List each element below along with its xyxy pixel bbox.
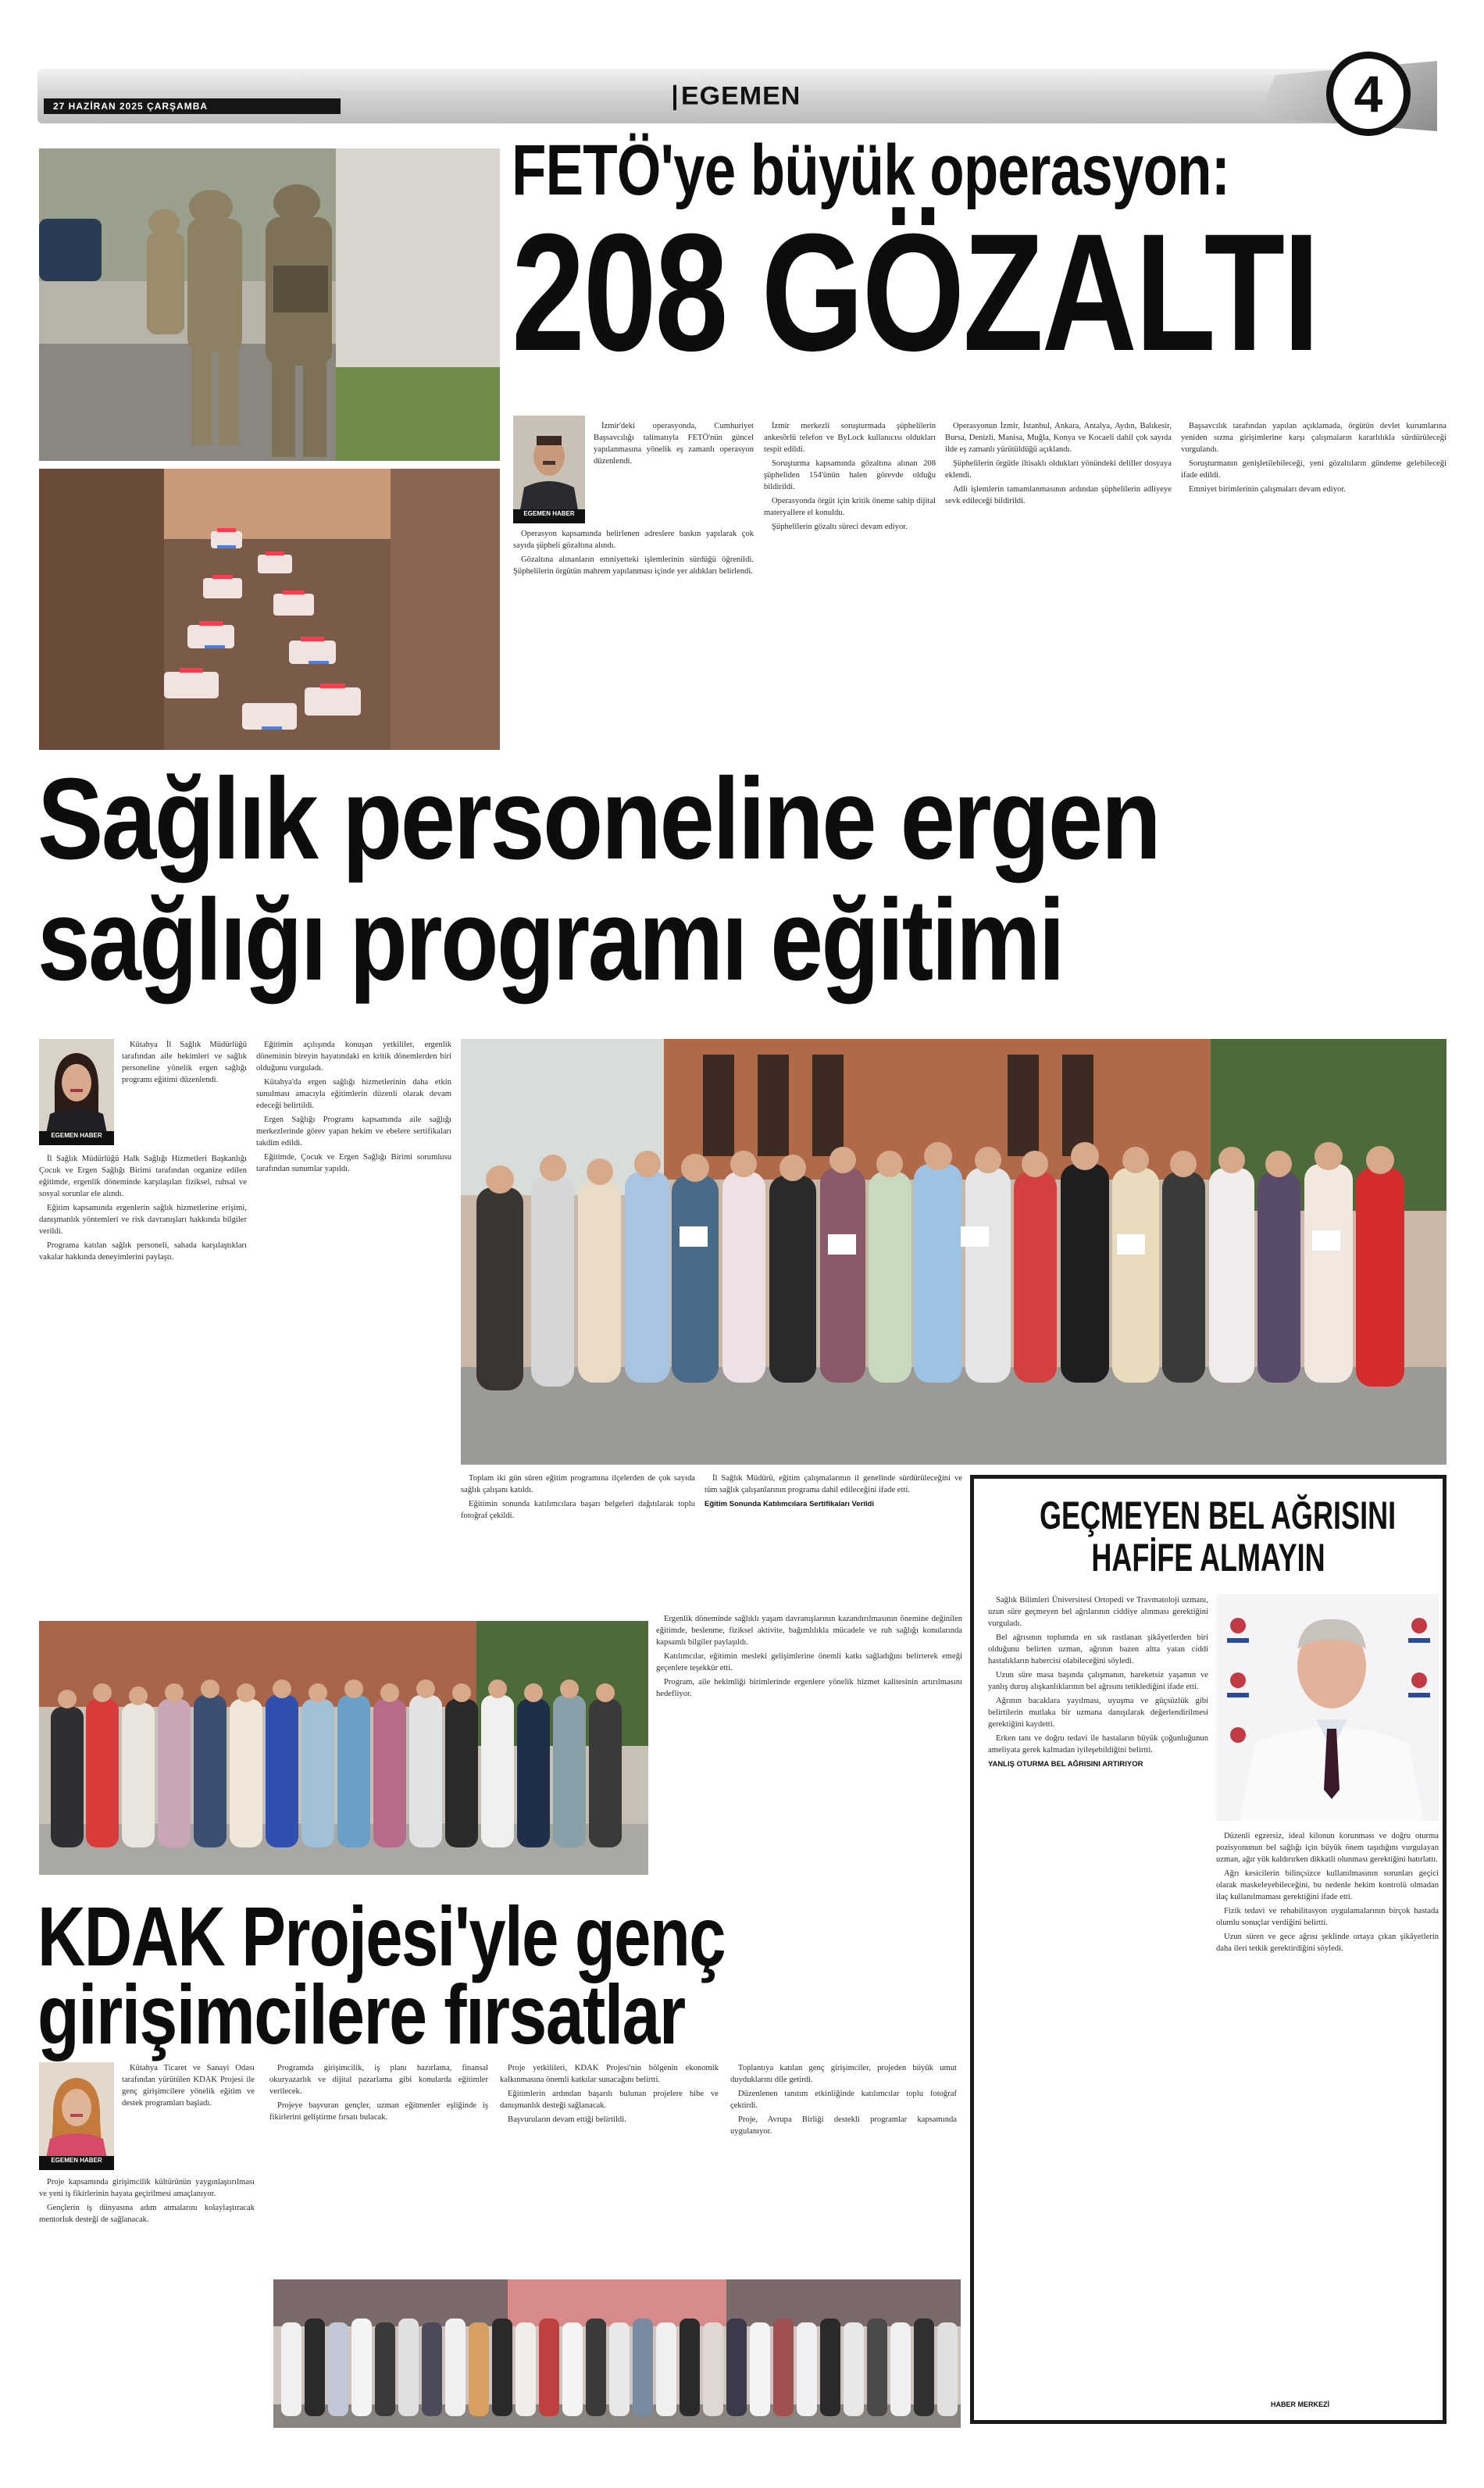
saglik-paragraph: Eğitimin açılışında konuşan yetkililer, ergenlik döneminin bireyin hayatındaki en kritik dönemlerden biri olduğunu vurguladı. [256, 1041, 451, 1073]
feto-paragraph: Gözaltına alınanların emniyetteki işlemlerinin sürdüğü öğrenildi. Şüphelilerin örgütün mahrem yapılanması içinde yer aldıkları belirlendi. [513, 555, 754, 576]
saglik-column-2 [256, 1039, 451, 1614]
feto-paragraph: Şüphelilerin örgütle iltisaklı oldukları yönündeki deliller dosyaya eklendi. [945, 459, 1172, 480]
kdak-column-4 [730, 2062, 957, 2273]
saglik-paragraph: Eğitimde, Çocuk ve Ergen Sağlığı Birimi sorumlusu tarafından sunumlar yapıldı. [256, 1153, 451, 1173]
bel-column-1 [988, 1594, 1208, 2399]
bel-paragraph: Bel ağrısının toplumda en sık rastlanan şikâyetlerden biri olduğunu belirten uzman, ağrının bazen altta yatan ciddi hastalıkların habercisi olabileceğini söyledi. [988, 1633, 1208, 1665]
saglik-headline-line2: sağlığı programı eğitimi [37, 876, 1064, 1005]
feto-paragraph: Soruşturmanın genişletilebileceği, yeni gözaltıların gündeme gelebileceği ifade edildi. [1181, 459, 1447, 480]
feto-paragraph: Şüphelilerin gözaltı süreci devam ediyor. [772, 523, 908, 531]
saglik-group-photo [461, 1039, 1447, 1465]
feto-paragraph: İzmir merkezli soruşturmada şüphelilerin ankesörlü telefon ve ByLock kullanıcısı oldukları tespit edildi. [764, 422, 936, 454]
feto-paragraph: İzmir'deki operasyonda, Cumhuriyet Başsavcılığı talimatıyla FETÖ'nün güncel yapılanmasına yönelik eş zamanlı operasyon düzenlendi. [594, 422, 754, 466]
saglik-paragraph: Programa katılan sağlık personeli, sahada karşılaştıkları vakalar hakkında deneyimlerini paylaştı. [39, 1241, 247, 1262]
bel-paragraph: Sağlık Bilimleri Üniversitesi Ortopedi ve Travmatoloji uzmanı, uzun süre geçmeyen bel ağrılarının ciddiye alınması gerektiğini vurguladı. [988, 1596, 1208, 1628]
saglik-paragraph: Kütahya'da ergen sağlığı hizmetlerinin daha etkin sunulması amacıyla eğitimlerin düzenli olarak devam edeceği belirtildi. [256, 1078, 451, 1110]
saglik-paragraph: İl Sağlık Müdürlüğü Halk Sağlığı Hizmetleri Başkanlığı Çocuk ve Ergen Sağlığı Birimi tarafından organize edilen eğitimde, ergenlik döneminde karşılaşılan fiziksel, ruhsal ve sosyal sorunlar ele alındı. [39, 1155, 247, 1198]
kdak-headline-line1: KDAK Projesi'yle genç [37, 1889, 725, 1983]
feto-paragraph: Emniyet birimlerinin çalışmaları devam ediyor. [1189, 485, 1346, 494]
saglik-paragraph: Ergen Sağlığı Programı kapsamında aile sağlığı merkezlerinde görev yapan hekim ve ebelere sertifikaları takdim edildi. [256, 1115, 451, 1148]
kdak-paragraph: Programda girişimcilik, iş planı hazırlama, finansal okuryazarlık ve dijital pazarlama gibi konularda eğitimler verilecek. [269, 2064, 488, 2096]
kdak-column-3 [500, 2062, 719, 2273]
feto-paragraph: Operasyonun İzmir, İstanbul, Ankara, Antalya, Aydın, Balıkesir, Bursa, Denizli, Manisa, Muğla, Konya ve Kocaeli dahil çok sayıda ilde eş zamanlı yürütüldüğü açıklandı. [945, 422, 1172, 454]
bel-paragraph: Uzun süre masa başında çalışmanın, hareketsiz yaşamın ve yanlış duruş alışkanlıklarının bel ağrısını tetiklediğini ifade etti. [988, 1671, 1208, 1691]
kdak-paragraph: Başvuruların devam ettiği belirtildi. [508, 2115, 626, 2124]
saglik-paragraph: Toplam iki gün süren eğitim programına ilçelerden de çok sayıda sağlık çalışanı katıldı. [461, 1474, 695, 1494]
saglik-column-1 [39, 1153, 247, 1614]
feto-author-caption: EGEMEN HABER [513, 509, 585, 523]
kdak-paragraph: Toplantıya katılan genç girişimciler, projeden büyük umut duyduklarını dile getirdi. [730, 2064, 957, 2084]
saglik-column-4 [705, 1472, 962, 1558]
bel-subheading: YANLIŞ OTURMA BEL AĞRISINI ARTIRIYOR [988, 1760, 1143, 1769]
police-cars-photo [39, 469, 500, 750]
saglik-paragraph: Kütahya İl Sağlık Müdürlüğü tarafından aile hekimleri ve sağlık personeline yönelik ergen sağlığı programı eğitimi düzenlendi. [122, 1041, 247, 1084]
saglik-paragraph: Katılımcılar, eğitimin mesleki gelişimlerine önemli katkı sağladığını belirterek emeği geçenlere teşekkür etti. [656, 1652, 962, 1672]
bel-title-line2: HAFİFE ALMAYIN [1091, 1536, 1325, 1580]
bel-paragraph: Fizik tedavi ve rehabilitasyon uygulamalarının birçok hastada olumlu sonuçlar verdiğini belirtti. [1216, 1907, 1439, 1927]
bel-title-line1: GEÇMEYEN BEL AĞRISINI [1040, 1494, 1397, 1537]
bel-paragraph: Erken tanı ve doğru tedavi ile hastaların büyük çoğunluğunun ameliyata gerek kalmadan iyileşebildiğini belirtti. [988, 1734, 1208, 1754]
feto-column-1-top [594, 420, 754, 506]
kdak-column-1-top [122, 2062, 255, 2170]
newspaper-logo: EGEMEN [681, 81, 801, 111]
saglik-headline-line1: Sağlık personeline ergen [37, 755, 1160, 883]
bel-paragraph: Uzun süren ve gece ağrısı şeklinde ortaya çıkan şikâyetlerin daha ileri tetkik gerektirdiğini söyledi. [1216, 1933, 1439, 1953]
bel-column-2 [1216, 1830, 1439, 2369]
doctor-portrait [1216, 1594, 1439, 1821]
saglik-author-caption: EGEMEN HABER [39, 1131, 114, 1145]
header-date: 27 HAZİRAN 2025 ÇARŞAMBA [44, 98, 341, 114]
kdak-author-portrait [39, 2062, 114, 2170]
saglik-paragraph: Program, aile hekimliği birimlerinde ergenlere yönelik hizmet kalitesinin artırılmasını hedefliyor. [656, 1678, 962, 1698]
saglik-column-3 [461, 1472, 695, 1605]
feto-author-portrait [513, 416, 585, 523]
kdak-paragraph: Proje, Avrupa Birliği destekli programlar kapsamında uygulanıyor. [730, 2115, 957, 2136]
feto-paragraph: Soruşturma kapsamında gözaltına alınan 208 şüpheliden 154'ünün halen görevde olduğu bildirildi. [764, 459, 936, 491]
kdak-paragraph: Eğitimlerin ardından başarılı bulunan projelere hibe ve danışmanlık desteği sağlanacak. [500, 2090, 719, 2110]
kdak-column-2 [269, 2062, 488, 2273]
feto-column-4 [1181, 420, 1447, 755]
feto-paragraph: Başsavcılık tarafından yapılan açıklamada, örgütün devlet kurumlarına yeniden sızma girişimlerine karşı çalışmaların kararlılıkla sürdürüleceği vurgulandı. [1181, 422, 1447, 454]
kdak-author-caption: EGEMEN HABER [39, 2156, 114, 2170]
saglik-column-1-top [122, 1039, 247, 1148]
bel-paragraph: Ağrı kesicilerin bilinçsizce kullanılmasının sorunları geçici olarak maskeleyebileceğini, bu nedenle hekim kontrolü olmadan ilaç kullanılmaması gerektiğini ifade etti. [1216, 1869, 1439, 1901]
bel-paragraph: Düzenli egzersiz, ideal kilonun korunması ve doğru oturma pozisyonunun bel sağlığı için büyük önem taşıdığını vurgulayan uzman, ağır yük kaldırırken dikkatli olunması gerektiğini hatırlattı. [1216, 1832, 1439, 1864]
feto-column-2 [764, 420, 936, 755]
bel-paragraph: Ağrının bacaklara yayılması, uyuşma ve güçsüzlük gibi belirtilerin mutlaka bir uzmana danışılarak değerlendirilmesi gerektiğini kaydetti. [988, 1697, 1208, 1729]
feto-headline-line2: 208 GÖZALTI [512, 199, 1318, 386]
kdak-paragraph: Gençlerin iş dünyasına adım atmalarını kolaylaştıracak mentorluk desteği de sağlanacak. [39, 2204, 255, 2224]
feto-paragraph: Operasyonda örgüt için kritik öneme sahip dijital materyallere el konuldu. [764, 497, 936, 517]
kdak-paragraph: Proje yetkilileri, KDAK Projesi'nin bölgenin ekonomik kalkınmasına önemli katkılar sunacağını belirtti. [500, 2064, 719, 2084]
feto-paragraph: Adli işlemlerin tamamlanmasının ardından şüphelilerin adliyeye sevk edileceği bildirildi. [945, 485, 1172, 505]
page-number-badge: 4 [1326, 52, 1411, 136]
kdak-paragraph: Projeye başvuran gençler, uzman eğitmenler eşliğinde iş fikirlerini geliştirme fırsatı bulacak. [269, 2101, 488, 2122]
kdak-paragraph: Düzenlenen tanıtım etkinliğinde katılımcılar toplu fotoğraf çektirdi. [730, 2090, 957, 2110]
bel-signature: HABER MERKEZİ [1271, 2401, 1330, 2408]
feto-headline-line1: FETÖ'ye büyük operasyon: [512, 130, 1230, 210]
kdak-group-photo [273, 2279, 961, 2428]
soldiers-photo [39, 148, 500, 461]
saglik-author-portrait [39, 1039, 114, 1145]
saglik-paragraph: Eğitimin sonunda katılımcılara başarı belgeleri dağıtılarak toplu fotoğraf çekildi. [461, 1500, 695, 1520]
kdak-paragraph: Kütahya Ticaret ve Sanayi Odası tarafından yürütülen KDAK Projesi ile genç girişimcilere yönelik eğitim ve destek programları başladı. [122, 2064, 255, 2108]
feto-column-1 [513, 528, 754, 755]
feto-paragraph: Operasyon kapsamında belirlenen adreslere baskın yapılarak çok sayıda şüpheli gözaltına alındı. [513, 530, 754, 550]
bel-agrisi-box [970, 1475, 1447, 2424]
saglik-paragraph: Eğitim kapsamında ergenlerin sağlık hizmetlerine erişimi, danışmanlık yöntemleri ve risk davranışları hakkında bilgiler verildi. [39, 1204, 247, 1236]
saglik-paragraph: Ergenlik döneminde sağlıklı yaşam davranışlarının kazandırılmasının önemine değinilen eğitimde, beslenme, fiziksel aktivite, bağımlılıkla mücadele ve ruh sağlığı konularında kapsamlı bilgiler paylaşıldı. [656, 1615, 962, 1647]
saglik-paragraph: İl Sağlık Müdürü, eğitim çalışmalarının il genelinde sürdürüleceğini ve tüm sağlık çalışanlarının programa dahil edileceğini ifade etti. [705, 1474, 962, 1494]
kdak-column-1 [39, 2176, 255, 2418]
kdak-paragraph: Proje kapsamında girişimcilik kültürünün yaygınlaştırılması ve yeni iş fikirlerinin hayata geçirilmesi amaçlanıyor. [39, 2178, 255, 2198]
saglik-column-5 [656, 1613, 962, 1871]
saglik-subheading: Eğitim Sonunda Katılımcılara Sertifikaları Verildi [705, 1500, 874, 1508]
feto-column-3 [945, 420, 1172, 755]
kdak-headline-line2: girişimcilere fırsatlar [37, 1967, 685, 2061]
saglik-second-group-photo [39, 1621, 648, 1875]
